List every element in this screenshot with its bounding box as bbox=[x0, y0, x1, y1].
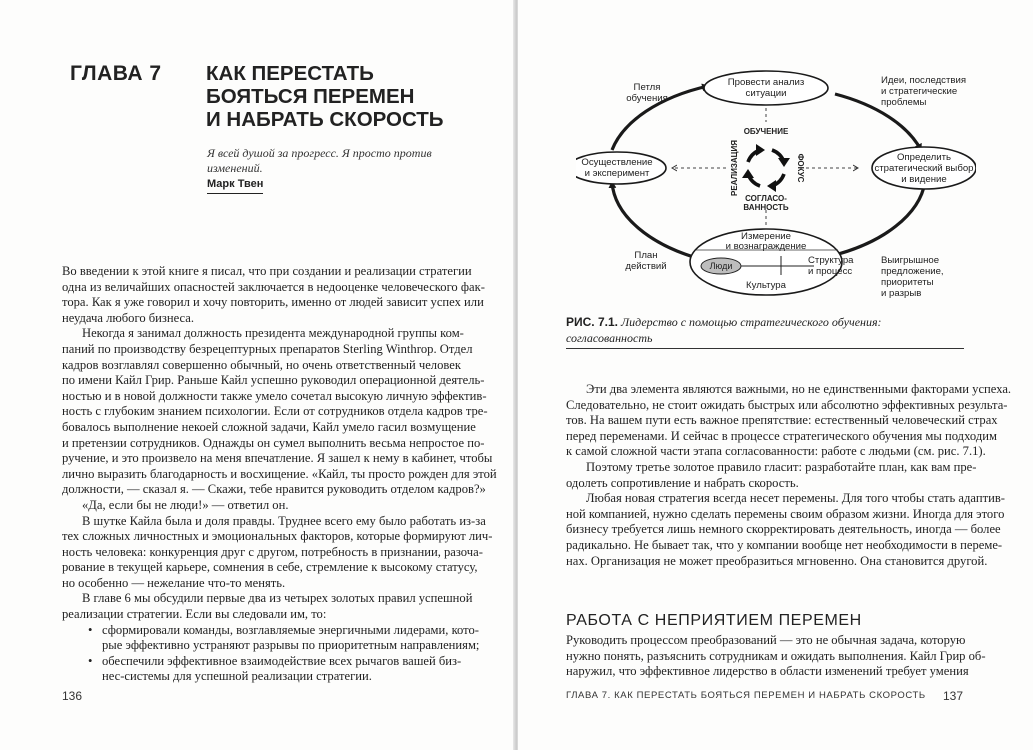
text-line: перед переменами. И сейчас в процессе стратегического обучения мы подходим bbox=[566, 428, 997, 443]
culture-label: Культура bbox=[746, 280, 786, 291]
epigraph-author: Марк Твен bbox=[207, 178, 263, 194]
text-line: бизнесу требуется лишь немного скорректировать деятельность, иногда — более bbox=[566, 522, 1001, 537]
cycle-arrow-bottom-left bbox=[612, 182, 704, 260]
text-line: кадров возглавлял совершенно обычный, но очень ответственный человек bbox=[62, 357, 461, 372]
bullet-icon: • bbox=[88, 653, 93, 668]
text-line: Руководить процессом преобразований — это не обычная задача, которую bbox=[566, 633, 966, 647]
node-label: и видение bbox=[901, 174, 947, 185]
chapter-title-line: И НАБРАТЬ СКОРОСТЬ bbox=[206, 108, 444, 131]
text-line: но особенно — нежелание что-то менять. bbox=[62, 575, 286, 590]
chapter-title-line: БОЯТЬСЯ ПЕРЕМЕН bbox=[206, 85, 415, 108]
right-body-text bbox=[566, 382, 1012, 569]
page-number-right: 137 bbox=[943, 689, 964, 703]
node-label: Осуществление bbox=[581, 157, 653, 168]
outer-label-ideas: Идеи, последствия bbox=[881, 75, 967, 86]
text-line: ручение, и это произвело на меня впечатление. Я зашел к нему в кабинет, чтобы bbox=[62, 451, 493, 466]
text-line: реализации стратегии. Если вы следовали им, то: bbox=[62, 607, 327, 622]
text-line: ностью и в новой должности также умело сочетал высокую личную эффектив- bbox=[62, 388, 487, 403]
bullet-item bbox=[62, 622, 480, 639]
epigraph bbox=[207, 146, 507, 176]
node-label: и вознаграждение bbox=[725, 241, 807, 252]
node-label: и эксперимент bbox=[584, 168, 650, 179]
page-number-left: 136 bbox=[62, 689, 83, 703]
center-label-focus: ФОКУС bbox=[796, 153, 805, 183]
text-line: ность с глубоким знанием психологии. Если от сотрудников отдела кадров тре- bbox=[62, 404, 488, 419]
people-label: Люди bbox=[709, 261, 733, 271]
section-body-text bbox=[566, 633, 986, 680]
text-line: наружил, что эффективное лидерство в области изменений требует умения bbox=[566, 664, 969, 679]
right-page bbox=[518, 0, 1033, 750]
center-label-implementation: РЕАЛИЗАЦИЯ bbox=[730, 139, 739, 197]
text-line: Следовательно, не стоит ожидать быстрых или абсолютно эффективных результа- bbox=[566, 397, 1008, 412]
leadership-cycle-diagram bbox=[576, 64, 976, 308]
text-line: к самой сложной части этапа согласованности: работе с людьми (см. рис. 7.1). bbox=[566, 444, 986, 459]
text-line: одна из величайших опасностей заключается в недооценке человеческого фак- bbox=[62, 279, 485, 294]
outer-label-proposal: Выигрышное bbox=[881, 255, 940, 266]
node-label: ситуации bbox=[745, 88, 787, 99]
outer-label-learning-loop: обучения bbox=[626, 93, 668, 104]
epigraph-line: изменений. bbox=[207, 161, 263, 175]
text-line: Во введении к этой книге я писал, что при создании и реализации стратегии bbox=[62, 264, 472, 278]
figure-caption bbox=[566, 314, 964, 346]
outer-label-learning-loop: Петля bbox=[633, 82, 661, 93]
section-heading: РАБОТА С НЕПРИЯТИЕМ ПЕРЕМЕН bbox=[566, 612, 862, 629]
text-line: Эти два элемента являются важными, но не единственными факторами успеха. bbox=[586, 382, 1012, 396]
structure-label: Структура bbox=[808, 255, 854, 266]
outer-label-ideas: проблемы bbox=[881, 97, 927, 108]
text-line: ность человека: конкуренция друг с другом, потребность в признании, разоча- bbox=[62, 544, 483, 559]
text-line: паний по производству безрецептурных препаратов Sterling Winthrop. Отдел bbox=[62, 341, 473, 356]
node-label: Определить bbox=[896, 152, 952, 163]
text-line: бовалось выполнение некоей сложной задачи, Кайл умело гасил возмущение bbox=[62, 419, 476, 434]
text-line: Поэтому третье золотое правило гласит: разработайте план, как вам пре- bbox=[586, 459, 977, 474]
caption-text: Лидерство с помощью стратегического обучения: bbox=[617, 315, 882, 329]
text-line: нес-системы для успешной реализации стратегии. bbox=[102, 669, 372, 684]
center-cycle-icon bbox=[748, 150, 784, 186]
bullet-icon: • bbox=[88, 622, 93, 637]
text-line: Некогда я занимал должность президента международной группы ком- bbox=[82, 326, 464, 341]
center-label-alignment: СОГЛАСО- bbox=[745, 194, 787, 203]
text-line: ной компанией, нужно сделать перемены своим образом жизни. Иногда для этого bbox=[566, 506, 1005, 521]
center-label-learning: ОБУЧЕНИЕ bbox=[743, 127, 789, 136]
text-line: рование в текущей карьере, сомнения в себе, стремление к высокому статусу, bbox=[62, 560, 478, 575]
center-cycle-arrowheads bbox=[742, 144, 790, 192]
text-line: тех сложных личностных и эмоциональных факторов, которые формируют лич- bbox=[62, 529, 493, 544]
bullet-text: обеспечили эффективное взаимодействие всех рычагов вашей биз- bbox=[102, 653, 462, 668]
text-line: одолеть сопротивление и набрать скорость. bbox=[566, 475, 799, 490]
center-label-alignment: ВАННОСТЬ bbox=[743, 203, 789, 212]
caption-text: согласованность bbox=[566, 331, 653, 345]
left-page bbox=[0, 0, 515, 750]
outer-label-action-plan: действий bbox=[625, 261, 667, 272]
outer-label-proposal: предложение, bbox=[881, 266, 944, 277]
text-line: нах. Организация не может преобразиться мгновенно. Она становится другой. bbox=[566, 553, 988, 568]
cycle-arrow-bottom-right bbox=[831, 182, 925, 256]
text-line: тора. Как я уже говорил и хочу повторить, именно от людей зависит успех или bbox=[62, 295, 484, 310]
chapter-label: ГЛАВА 7 bbox=[70, 62, 162, 85]
text-line: и претензии сотрудников. Однажды он сумел выполнить весьма непростое по- bbox=[62, 435, 485, 450]
text-line: Любая новая стратегия всегда несет перемены. Для того чтобы стать адаптив- bbox=[586, 491, 1005, 506]
caption-label: РИС. 7.1. bbox=[566, 315, 618, 329]
outer-label-action-plan: План bbox=[634, 250, 658, 261]
text-line: рые эффективно устраняют разрывы по приоритетным направлениям; bbox=[102, 638, 480, 653]
text-line: по имени Кайл Грир. Раньше Кайл успешно руководил операционной деятель- bbox=[62, 373, 485, 388]
text-line: неудача любого бизнеса. bbox=[62, 310, 195, 325]
node-label: Измерение bbox=[741, 231, 791, 242]
chapter-title-line: КАК ПЕРЕСТАТЬ bbox=[206, 62, 374, 85]
text-line: «Да, если бы не люди!» — ответил он. bbox=[82, 497, 289, 512]
text-line: нужно понять, разъяснить сотрудникам и ожидать выполнения. Кайл Грир об- bbox=[566, 648, 986, 663]
text-line: тов. На вашем пути есть важное препятствие: естественный человеческий страх bbox=[566, 413, 998, 428]
bullet-text: сформировали команды, возглавляемые энергичными лидерами, кото- bbox=[102, 622, 480, 637]
outer-label-proposal: и разрыв bbox=[881, 288, 922, 299]
text-line: В шутке Кайла была и доля правды. Труднее всего ему было работать из-за bbox=[82, 513, 486, 528]
node-label: Провести анализ bbox=[727, 77, 805, 88]
text-line: лично выразить благодарность и восхищение. «Кайл, ты просто рожден для этой bbox=[62, 466, 497, 481]
left-body-text bbox=[62, 264, 497, 685]
bullet-item bbox=[62, 654, 462, 670]
structure-label: и процесс bbox=[808, 266, 853, 277]
text-line: радикально. Не бывает так, что у компании вообще нет необходимости в переме- bbox=[566, 537, 1003, 552]
text-line: должности, — сказал я. — Скажи, тебе нравится руководить отделом кадров?» bbox=[62, 482, 486, 497]
node-label: стратегический выбор bbox=[874, 163, 974, 174]
caption-rule bbox=[566, 348, 964, 349]
text-line: В главе 6 мы обсудили первые два из четырех золотых правил успешной bbox=[82, 591, 473, 606]
epigraph-line: Я всей душой за прогресс. Я просто против bbox=[207, 146, 432, 160]
outer-label-ideas: и стратегические bbox=[881, 86, 958, 97]
outer-label-proposal: приоритеты bbox=[881, 277, 934, 288]
running-head: ГЛАВА 7. КАК ПЕРЕСТАТЬ БОЯТЬСЯ ПЕРЕМЕН И НАБРАТЬ СКОРОСТЬ bbox=[566, 690, 926, 701]
chapter-title bbox=[206, 62, 506, 131]
